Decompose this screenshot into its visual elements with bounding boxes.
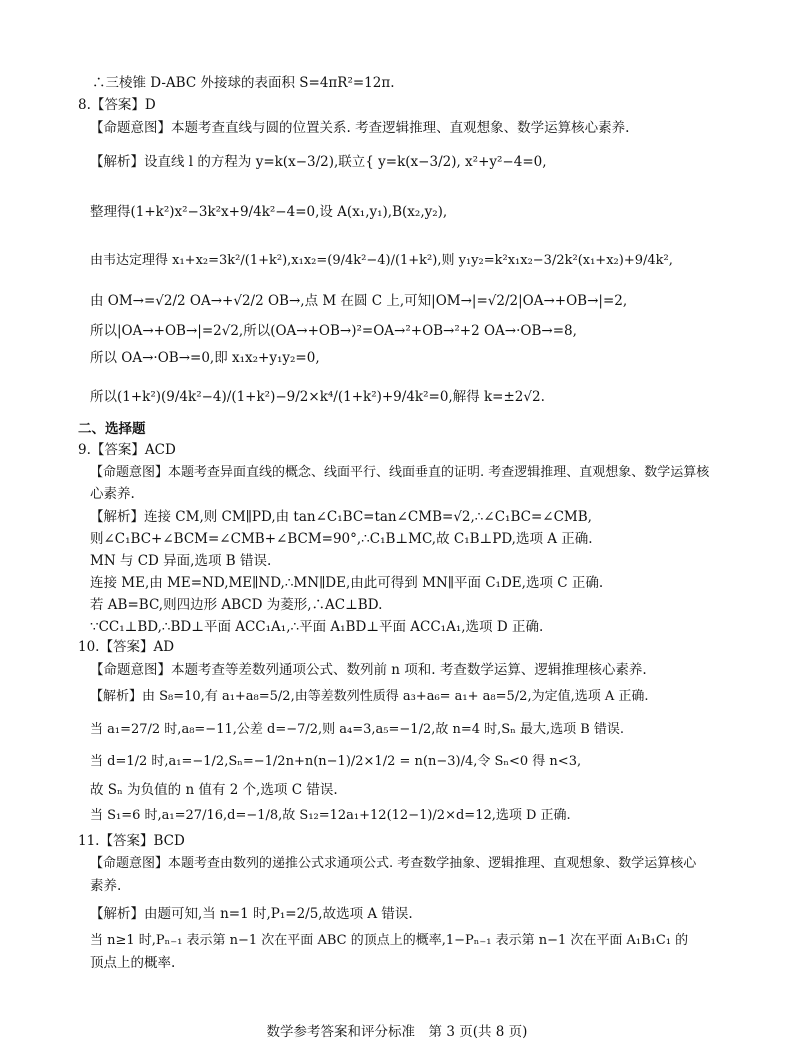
text-line: 【解析】设直线 l 的方程为 y=k(x−3/2),联立{ y=k(x−3/2), x²+y²−4=0, [90,154,547,170]
answer-heading: 8.【答案】D [78,97,156,113]
text-line: 【命题意图】本题考查异面直线的概念、线面平行、线面垂直的证明. 考查逻辑推理、直观想象、数学运算核 [90,465,710,480]
text-line: ∵CC₁⊥BD,∴BD⊥平面 ACC₁A₁,∴平面 A₁BD⊥平面 ACC₁A₁,选项 D 正确. [90,619,544,635]
text-line: 【命题意图】本题考查由数列的递推公式求通项公式. 考查数学抽象、逻辑推理、直观想象、数学运算核心 [90,856,697,871]
answer-heading: 9.【答案】ACD [78,442,176,458]
text-line: 所以(1+k²)(9/4k²−4)/(1+k²)−9/2×k⁴/(1+k²)+9/4k²=0,解得 k=±2√2. [90,389,545,405]
text-line: 由韦达定理得 x₁+x₂=3k²/(1+k²),x₁x₂=(9/4k²−4)/(1+k²),则 y₁y₂=k²x₁x₂−3/2k²(x₁+x₂)+9/4k², [90,253,673,268]
text-line: 所以 OA→·OB→=0,即 x₁x₂+y₁y₂=0, [90,350,320,366]
text-line: 由 OM→=√2/2 OA→+√2/2 OB→,点 M 在圆 C 上,可知|OM→|=√2/2|OA→+OB→|=2, [90,293,628,309]
text-line: 连接 ME,由 ME=ND,ME∥ND,∴MN∥DE,由此可得到 MN∥平面 C₁DE,选项 C 正确. [90,575,604,591]
text-line: 顶点上的概率. [90,955,176,971]
text-line: 【解析】由 S₈=10,有 a₁+a₈=5/2,由等差数列性质得 a₃+a₆= a₁+ a₈=5/2,为定值,选项 A 正确. [90,689,649,704]
text-line: 则∠C₁BC+∠BCM=∠CMB+∠BCM=90°,∴C₁B⊥MC,故 C₁B⊥PD,选项 A 正确. [90,531,593,547]
text-line: 当 n≥1 时,Pₙ₋₁ 表示第 n−1 次在平面 ABC 的顶点上的概率,1−Pₙ₋₁ 表示第 n−1 次在平面 A₁B₁C₁ 的 [90,933,689,948]
text-line: 心素养. [90,486,135,502]
text-line: 【命题意图】本题考查直线与圆的位置关系. 考查逻辑推理、直观想象、数学运算核心素养. [90,120,630,136]
text-line: 当 a₁=27/2 时,a₈=−11,公差 d=−7/2,则 a₄=3,a₅=−1/2,故 n=4 时,Sₙ 最大,选项 B 错误. [90,722,625,737]
text-line: 【解析】连接 CM,则 CM∥PD,由 tan∠C₁BC=tan∠CMB=√2,∴∠C₁BC=∠CMB, [90,509,592,525]
text-line: 故 Sₙ 为负值的 n 值有 2 个,选项 C 错误. [90,782,338,798]
section-heading: 二、选择题 [78,421,146,437]
answer-heading: 11.【答案】BCD [78,833,185,849]
text-line: 整理得(1+k²)x²−3k²x+9/4k²−4=0,设 A(x₁,y₁),B(x₂,y₂), [90,204,448,220]
text-line: 所以|OA→+OB→|=2√2,所以(OA→+OB→)²=OA→²+OB→²+2 OA→·OB→=8, [90,323,577,339]
text-line: MN 与 CD 异面,选项 B 错误. [90,553,272,569]
text-line: 【命题意图】本题考查等差数列通项公式、数列前 n 项和. 考查数学运算、逻辑推理核心素养. [90,662,647,678]
page-footer: 数学参考答案和评分标准 第 3 页(共 8 页) [266,1024,528,1040]
text-line: 【解析】由题可知,当 n=1 时,P₁=2/5,故选项 A 错误. [90,906,413,922]
answer-heading: 10.【答案】AD [78,639,175,655]
text-line: 当 S₁=6 时,a₁=27/16,d=−1/8,故 S₁₂=12a₁+12(12−1)/2×d=12,选项 D 正确. [90,808,571,823]
text-line: 素养. [90,878,122,894]
text-line: ∴三棱锥 D-ABC 外接球的表面积 S=4πR²=12π. [92,75,395,91]
text-line: 若 AB=BC,则四边形 ABCD 为菱形,∴AC⊥BD. [90,597,383,613]
text-line: 当 d=1/2 时,a₁=−1/2,Sₙ=−1/2n+n(n−1)/2×1/2 = n(n−3)/4,令 Sₙ<0 得 n<3, [90,754,582,769]
